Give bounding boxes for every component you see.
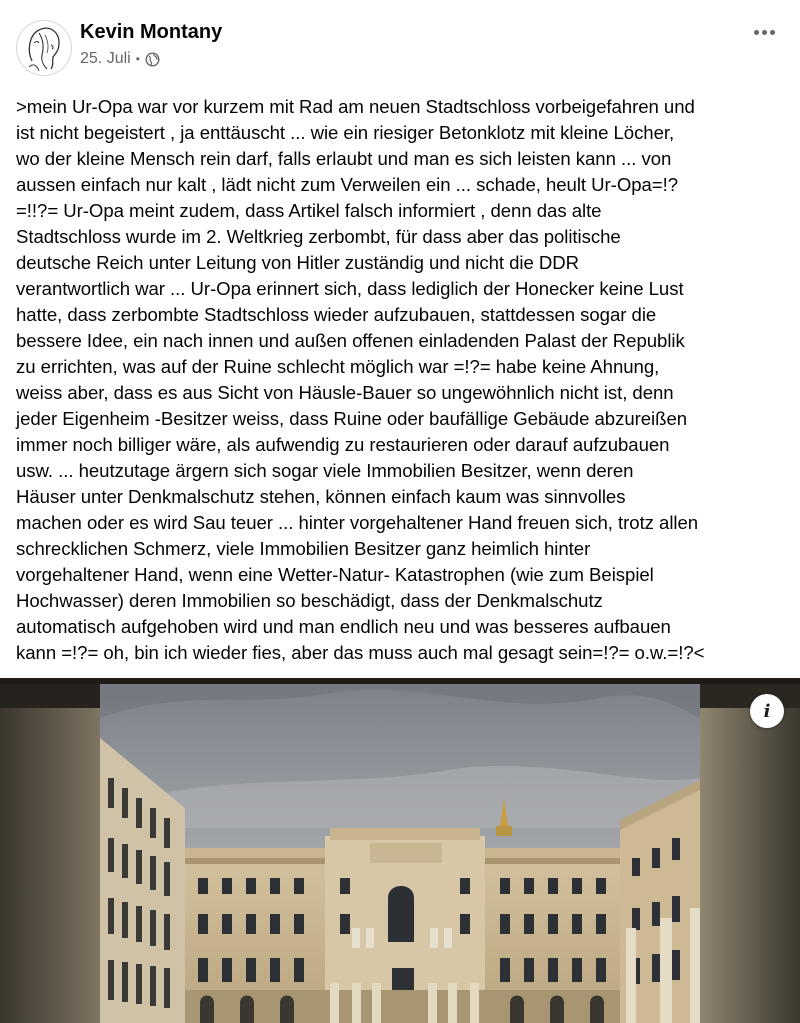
avatar-sketch-image bbox=[17, 21, 71, 75]
info-icon[interactable]: i bbox=[750, 694, 784, 728]
post-text: >mein Ur-Opa war vor kurzem mit Rad am neuen Stadtschloss vorbeigefahren und ist nicht begeistert , ja enttäuscht ... wie ein riesiger Betonklotz mit kleine Löcher, wo der kleine Mensch rein darf, falls erlaubt und man es sich leisten kann ... von aussen einfach nur kalt , lädt nicht zum Verweilen ein ... schade, heult Ur-Opa=!? =!!?= Ur-Opa meint zudem, dass Artikel falsch informiert , denn das alte Stadtschloss wurde im 2. Weltkrieg zerbombt, für dass aber das politische deutsche Reich unter Leitung von Hitler zuständig und nicht die DDR verantwortlich war ... Ur-Opa erinnert sich, dass lediglich der Honecker keine Lust hatte, dass zerbombte Stadtschloss wieder aufzubauen, stattdessen sogar die bessere Idee, ein nach innen und außen offenen einladenden Palast der Republik zu errichten, was auf der Ruine schlecht möglich war =!?= habe keine Ahnung, weiss aber, dass es aus Sicht von Häusle-Bauer so ungewöhnlich nicht ist, denn jeder Eigenheim -Besitzer weiss, dass Ruine oder baufällige Gebäude abzureißen immer noch billiger wäre, als aufwendig zu restaurieren oder darauf aufzubauen usw. ... heutzutage ärgern sich sogar viele Immobilien Besitzer, wenn deren Häuser unter Denkmalschutz stehen, können einfach kaum was sinnvolles machen oder es wird Sau teuer ... hinter vorgehaltener Hand freuen sich, trotz allen schrecklichen Schmerz, viele Immobilien Besitzer ganz heimlich hinter vorgehaltener Hand, wenn eine Wetter-Natur- Katastrophen (wie zum Beispiel Hochwasser) deren Immobilien so beschädigt, dass der Denkmalschutz automatisch aufgehoben wird und man endlich neu und was besseres aufbauen kann =!?= oh, bin ich wieder fies, aber das muss auch mal gesagt sein=!?= o.w.=!?< bbox=[16, 96, 705, 663]
more-horizontal-icon bbox=[762, 30, 767, 35]
more-horizontal-icon bbox=[754, 30, 759, 35]
post-image[interactable] bbox=[0, 678, 800, 1023]
globe-icon[interactable] bbox=[145, 52, 160, 67]
avatar[interactable] bbox=[16, 20, 72, 76]
palace-courtyard-photo bbox=[0, 678, 800, 1023]
post-header bbox=[0, 0, 800, 80]
author-name[interactable]: Kevin Montany bbox=[80, 21, 223, 43]
more-horizontal-icon bbox=[770, 30, 775, 35]
post-date[interactable]: 25. Juli bbox=[80, 50, 131, 67]
post-meta bbox=[80, 50, 160, 68]
more-options-button[interactable] bbox=[750, 20, 778, 44]
meta-separator: • bbox=[135, 52, 140, 66]
